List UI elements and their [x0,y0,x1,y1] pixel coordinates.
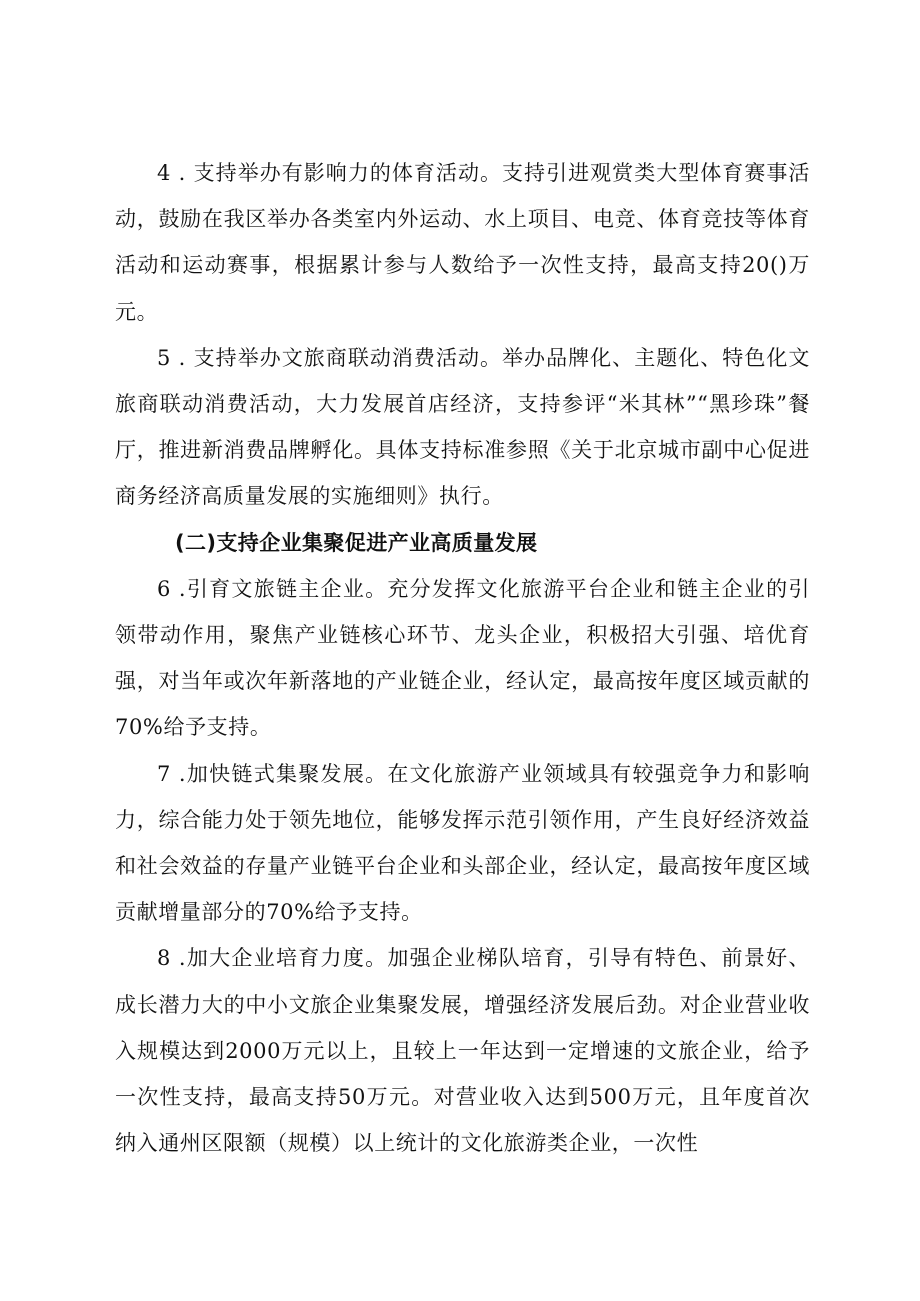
paragraph-item-8: 8 .加大企业培育力度。加强企业梯队培育，引导有特色、前景好、成长潜力大的中小文旅企业集聚发展，增强经济发展后劲。对企业营业收入规模达到2000万元以上，且较上一年达到一定增速的文旅企业，给予一次性支持，最高支持50万元。对营业收入达到500万元，且年度首次纳入通州区限额（规模）以上统计的文化旅游类企业，一次性 [115,946,810,1156]
section-heading: (二)支持企业集聚促进产业高质量发展 [175,530,538,555]
paragraph-item-6: 6 .引育文旅链主企业。充分发挥文化旅游平台企业和链主企业的引领带动作用，聚焦产业链核心环节、龙头企业，积极招大引强、培优育强，对当年或次年新落地的产业链企业，经认定，最高按年度区域贡献的70%给予支持。 [115,576,810,740]
paragraph-item-7: 7 .加快链式集聚发展。在文化旅游产业领域具有较强竞争力和影响力，综合能力处于领先地位，能够发挥示范引领作用，产生良好经济效益和社会效益的存量产业链平台企业和头部企业，经认定，最高按年度区域贡献增量部分的70%给予支持。 [115,761,810,925]
document-page [115,150,810,1166]
paragraph-item-4: 4 . 支持举办有影响力的体育活动。支持引进观赏类大型体育赛事活动，鼓励在我区举办各类室内外运动、水上项目、电竞、体育竞技等体育活动和运动赛事，根据累计参与人数给予一次性支持，最高支持20()万元。 [115,161,810,324]
paragraph-item-5: 5 . 支持举办文旅商联动消费活动。举办品牌化、主题化、特色化文旅商联动消费活动，大力发展首店经济，支持参评“米其林”“黑珍珠”餐厅，推进新消费品牌孵化。具体支持标准参照《关于北京城市副中心促进商务经济高质量发展的实施细则》执行。 [115,345,810,509]
